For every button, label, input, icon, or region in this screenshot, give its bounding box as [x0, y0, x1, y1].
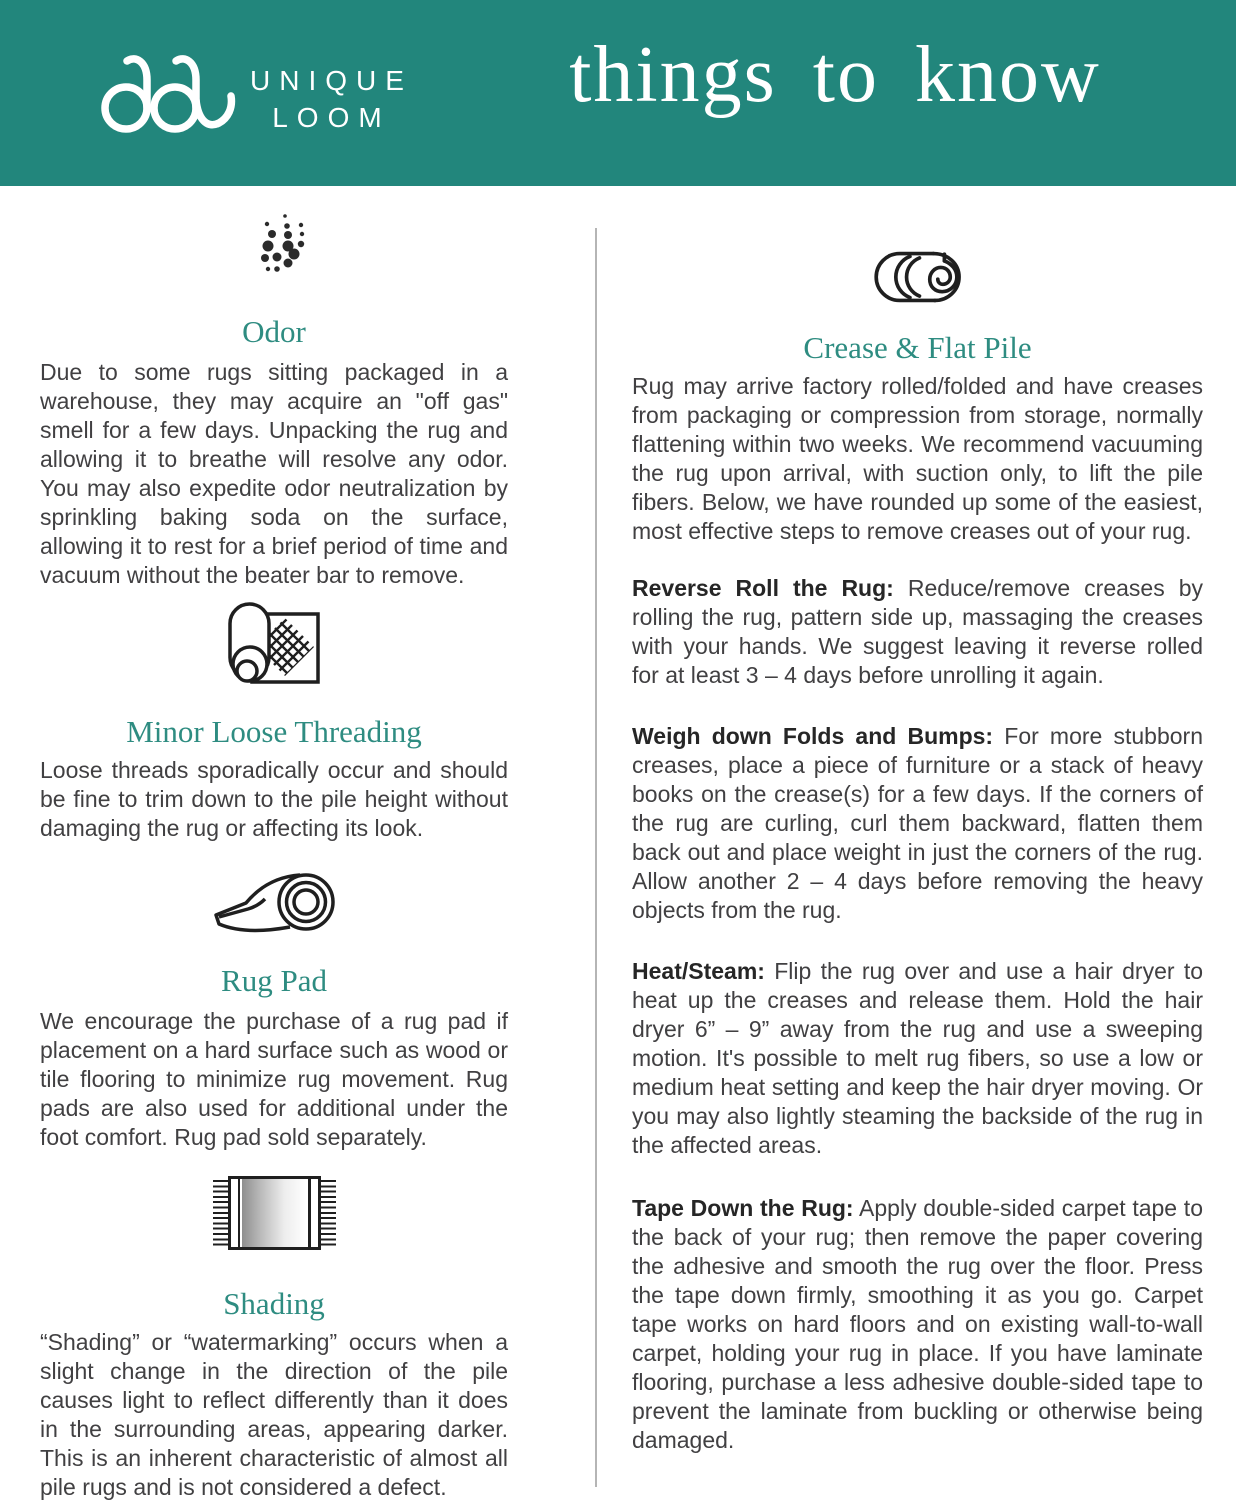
rug-pad-roll-icon — [210, 871, 338, 933]
section-odor — [40, 211, 508, 590]
step-heat-steam — [632, 957, 1203, 1160]
right-column — [632, 186, 1203, 1455]
section-heading: Crease & Flat Pile — [803, 330, 1032, 365]
step-label: Heat/Steam: — [632, 958, 765, 984]
section-heading: Minor Loose Threading — [126, 714, 422, 749]
step-text: Flip the rug over and use a hair dryer to heat up the creases and release them. Hold the hair dryer 6” – 9” away from the rug and use a sweeping motion. It's possible to melt rug fibers, so use a low or medium heat setting and keep the hair dryer moving. Or you may also lightly steaming the backside of the rug in the affected areas. — [632, 958, 1204, 1158]
step-weigh-down — [632, 722, 1203, 925]
header-banner — [0, 0, 1236, 186]
rolled-rug-side-icon — [854, 244, 982, 310]
section-body: We encourage the purchase of a rug pad if placement on a hard surface such as wood or tile flooring to minimize rug movement. Rug pads are also used for additional under the foot comfort. Rug pad sold separately. — [40, 1008, 508, 1150]
section-minor-loose-threading — [40, 602, 508, 843]
section-intro: Rug may arrive factory rolled/folded and have creases from packaging or compression from storage, normally flattening within two weeks. We recommend vacuuming the rug upon arrival, with suction only, to lift the pile fibers. Below, we have rounded up some of the easiest, most effective steps to remove creases out of your rug. — [632, 373, 1203, 544]
step-tape-down — [632, 1194, 1203, 1455]
section-rug-pad — [40, 871, 508, 1152]
step-reverse-roll — [632, 574, 1203, 690]
page-title: things to know — [569, 31, 1101, 119]
section-heading: Shading — [223, 1286, 325, 1321]
step-text: Reduce/remove creases by rolling the rug, pattern side up, massaging the creases with your hands. We suggest leaving it reverse rolled for at least 3 – 4 days before unrolling it again. — [632, 575, 1204, 688]
shaded-rug-icon — [213, 1176, 336, 1250]
step-label: Reverse Roll the Rug: — [632, 575, 894, 601]
section-heading: Rug Pad — [221, 963, 327, 998]
section-shading — [40, 1176, 508, 1500]
step-label: Weigh down Folds and Bumps: — [632, 723, 994, 749]
brand-line-1: UNIQUE — [250, 65, 413, 96]
brand-line-2: LOOM — [272, 102, 391, 133]
odor-dots-icon — [241, 211, 307, 296]
section-crease-flat-pile — [632, 244, 1203, 1455]
section-body: Loose threads sporadically occur and should be fine to trim down to the pile height without damaging the rug or affecting its look. — [40, 757, 508, 841]
step-text: Apply double-sided carpet tape to the back of your rug; then remove the paper covering the adhesive and smooth the rug over the floor. Press the tape down firmly, smoothing it as you go. Carpet tape works on hard floors and on existing wall-to-wall carpet, holding your rug in place. If you have laminate flooring, purchase a less adhesive double-sided tape to prevent the laminate from buckling or otherwise being damaged. — [632, 1195, 1203, 1453]
section-body: Due to some rugs sitting packaged in a warehouse, they may acquire an "off gas" smell for a few days. Unpacking the rug and allowing it to breathe will resolve any odor. You may also expedite odor neutralization by sprinkling baking soda on the surface, allowing it to rest for a brief period of time and vacuum without the beater bar to remove. — [40, 359, 508, 588]
left-column — [40, 186, 508, 1500]
rolled-rug-crosshatch-icon — [227, 602, 322, 690]
step-label: Tape Down the Rug: — [632, 1195, 854, 1221]
section-body: “Shading” or “watermarking” occurs when a slight change in the direction of the pile causes light to reflect differently than it does in the surrounding areas, appearing darker. This is an inherent characteristic of almost all pile rugs and is not considered a defect. — [40, 1329, 508, 1500]
unique-loom-logo-icon — [100, 50, 242, 138]
section-heading: Odor — [242, 314, 306, 349]
step-text: For more stubborn creases, place a piece of furniture or a stack of heavy books on the crease(s) for a few days. If the corners of the rug are curling, curl them backward, flatten them back out and place weight in just the corners of the rug. Allow another 2 – 4 days before removing the heavy objects from the rug. — [632, 723, 1203, 923]
column-divider — [595, 228, 597, 1487]
brand-name — [250, 62, 413, 136]
